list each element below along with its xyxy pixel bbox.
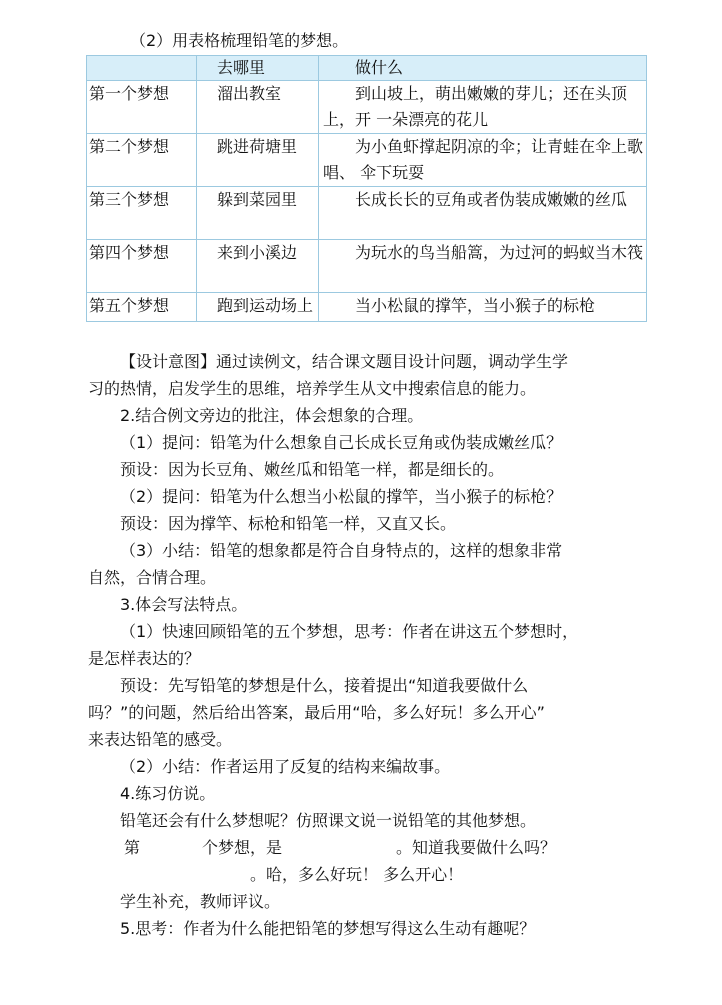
table-row xyxy=(87,81,647,134)
table-row xyxy=(87,293,647,322)
dream-where: 躲到菜园里 xyxy=(197,187,319,240)
dream-where: 溜出教室 xyxy=(197,81,319,134)
preset-line1: 预设：先写铅笔的梦想是什么，接着提出“知道我要做什么 xyxy=(120,676,529,695)
dream-what: 为小鱼虾撑起阴凉的伞；让青蛙在伞上歌唱、 伞下玩耍 xyxy=(323,137,644,182)
fill-in-line2: 。哈，多么好玩！ 多么开心！ xyxy=(250,865,464,884)
design-intent-line1: 【设计意图】通过读例文，结合课文题目设计问题，调动学生学 xyxy=(120,352,569,371)
table-row xyxy=(87,134,647,187)
summary-3-line2: 自然，合情合理。 xyxy=(88,568,217,587)
dream-what: 到山坡上，萌出嫩嫩的芽儿；还在头顶上，开 一朵漂亮的花儿 xyxy=(323,84,628,129)
fill-in-line1 xyxy=(124,837,556,859)
fill-text-question: 。知道我要做什么吗？ xyxy=(396,838,557,857)
dream-where: 跑到运动场上 xyxy=(197,293,319,322)
table-row xyxy=(87,187,647,240)
preset-line2: 吗？”的问题，然后给出答案，最后用“哈，多么好玩！多么开心” xyxy=(88,703,545,722)
header-what: 做什么 xyxy=(319,56,647,81)
dream-where: 跳进荷塘里 xyxy=(197,134,319,187)
dream-name: 第三个梦想 xyxy=(87,187,197,240)
dream-name: 第一个梦想 xyxy=(87,81,197,134)
dream-what-cell xyxy=(319,240,647,293)
dream-what-cell xyxy=(319,187,647,240)
question-2: （2）提问：铅笔为什么想当小松鼠的撑竿，当小猴子的标枪？ xyxy=(120,487,563,506)
answer-1: 预设：因为长豆角、嫩丝瓜和铅笔一样，都是细长的。 xyxy=(120,460,505,479)
summary-2: （2）小结：作者运用了反复的结构来编故事。 xyxy=(120,757,451,776)
step-5-heading: 5.思考：作者为什么能把铅笔的梦想写得这么生动有趣呢？ xyxy=(120,919,536,938)
question-1: （1）提问：铅笔为什么想象自己长成长豆角或伪装成嫩丝瓜？ xyxy=(120,433,563,452)
student-supplement: 学生补充，教师评议。 xyxy=(120,892,281,911)
summary-3-line1: （3）小结：铅笔的想象都是符合自身特点的，这样的想象非常 xyxy=(120,541,563,560)
answer-2: 预设：因为撑竿、标枪和铅笔一样，又直又长。 xyxy=(120,514,457,533)
dream-where: 来到小溪边 xyxy=(197,240,319,293)
header-where: 去哪里 xyxy=(197,56,319,81)
dream-what-cell xyxy=(319,81,647,134)
section-heading: （2）用表格梳理铅笔的梦想。 xyxy=(130,31,349,50)
preset-line3: 来表达铅笔的感受。 xyxy=(88,730,233,749)
dream-what-cell xyxy=(319,134,647,187)
dream-what: 当小松鼠的撑竿，当小猴子的标枪 xyxy=(355,296,596,315)
fill-text-dream: 个梦想，是 xyxy=(202,838,283,857)
review-line1: （1）快速回顾铅笔的五个梦想，思考：作者在讲这五个梦想时， xyxy=(120,622,579,641)
practice-prompt: 铅笔还会有什么梦想呢？仿照课文说一说铅笔的其他梦想。 xyxy=(120,811,537,830)
table-header-row xyxy=(87,56,647,81)
dream-name: 第二个梦想 xyxy=(87,134,197,187)
step-3-heading: 3.体会写法特点。 xyxy=(120,595,248,614)
dream-name: 第四个梦想 xyxy=(87,240,197,293)
header-name xyxy=(87,56,197,81)
review-line2: 是怎样表达的？ xyxy=(88,649,201,668)
step-2-heading: 2.结合例文旁边的批注，体会想象的合理。 xyxy=(120,406,424,425)
dream-what-cell xyxy=(319,293,647,322)
dream-name: 第五个梦想 xyxy=(87,293,197,322)
design-intent-line2: 习的热情，启发学生的思维，培养学生从文中搜索信息的能力。 xyxy=(88,379,537,398)
step-4-heading: 4.练习仿说。 xyxy=(120,784,216,803)
table-row xyxy=(87,240,647,293)
dream-what: 长成长长的豆角或者伪装成嫩嫩的丝瓜 xyxy=(355,190,628,209)
dream-what: 为玩水的鸟当船篙，为过河的蚂蚁当木筏 xyxy=(355,243,644,262)
fill-text-ordinal: 第 xyxy=(124,838,141,857)
dream-table xyxy=(86,55,647,322)
